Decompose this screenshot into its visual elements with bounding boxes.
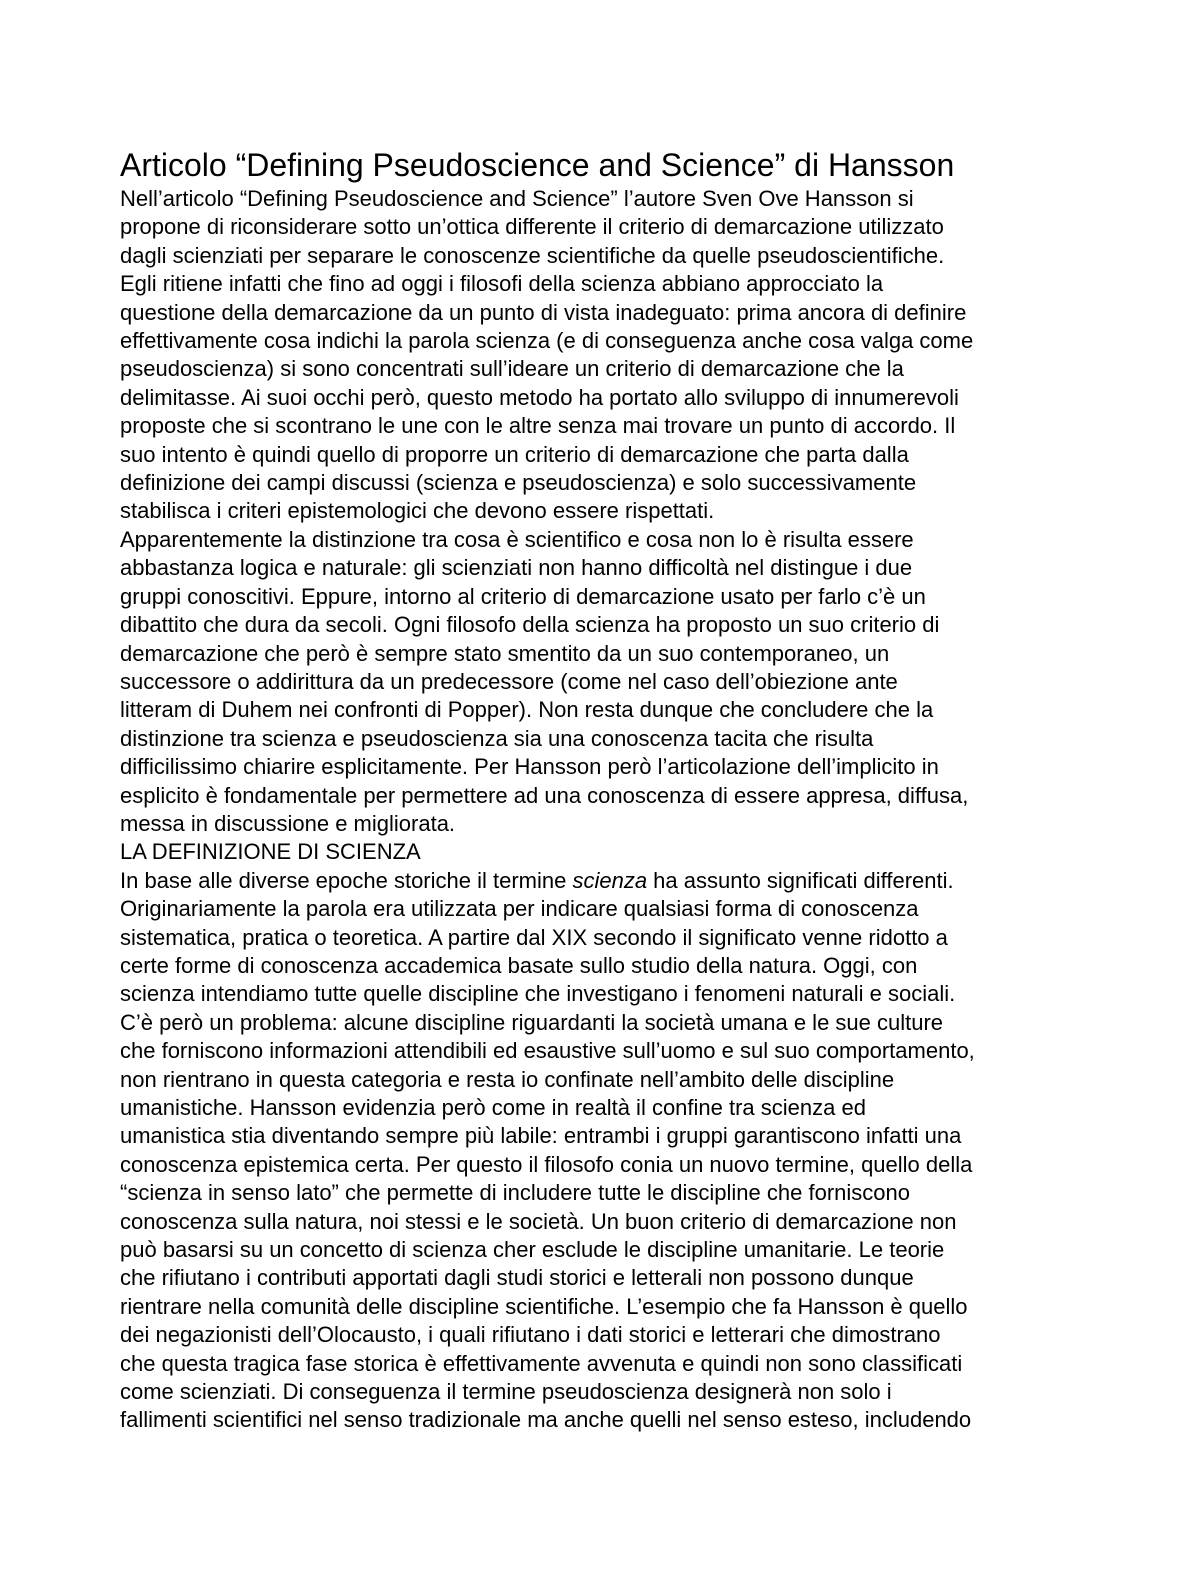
text-line: Egli ritiene infatti che fino ad oggi i filosofi della scienza abbiano approcciato la: [120, 271, 884, 297]
document-page: [120, 145, 1082, 1435]
text-line: demarcazione che però è sempre stato smentito da un suo contemporaneo, un: [120, 640, 890, 666]
text-line: dei negazionisti dell’Olocausto, i quali rifiutano i dati storici e letterari che dimostrano: [120, 1322, 941, 1348]
text-segment: ha assunto significati differenti.: [647, 867, 954, 893]
text-line: che questa tragica fase storica è effettivamente avvenuta e quindi non sono classificati: [120, 1350, 963, 1376]
text-line: “scienza in senso lato” che permette di includere tutte le discipline che forniscono: [120, 1180, 910, 1206]
text-line: propone di riconsiderare sotto un’ottica differente il criterio di demarcazione utilizzato: [120, 214, 944, 240]
text-line: Apparentemente la distinzione tra cosa è scientifico e cosa non lo è risulta essere: [120, 526, 914, 552]
text-line: delimitasse. Ai suoi occhi però, questo metodo ha portato allo sviluppo di innumerevoli: [120, 384, 959, 410]
text-line: sistematica, pratica o teoretica. A partire dal XIX secondo il significato venne ridotto a: [120, 924, 948, 950]
paragraph-demarcation: [120, 526, 1082, 838]
text-line: dagli scienziati per separare le conoscenze scientifiche da quelle pseudoscientifiche.: [120, 242, 945, 268]
text-line: non rientrano in questa categoria e resta io confinate nell’ambito delle discipline: [120, 1066, 895, 1092]
text-line: suo intento è quindi quello di proporre un criterio di demarcazione che parta dalla: [120, 441, 909, 467]
text-line: che rifiutano i contributi apportati dagli studi storici e letterali non possono dunque: [120, 1265, 914, 1291]
text-line: che forniscono informazioni attendibili ed esaustive sull’uomo e sul suo comportamento,: [120, 1038, 975, 1064]
document-title: Articolo “Defining Pseudoscience and Science” di Hansson: [120, 147, 955, 183]
text-line: abbastanza logica e naturale: gli scienziati non hanno difficoltà nel distingue i due: [120, 555, 913, 581]
text-line: distinzione tra scienza e pseudoscienza sia una conoscenza tacita che risulta: [120, 725, 874, 751]
text-line: umanistica stia diventando sempre più labile: entrambi i gruppi garantiscono infatti una: [120, 1123, 962, 1149]
italic-term: scienza: [572, 867, 648, 893]
text-line: gruppi conoscitivi. Eppure, intorno al criterio di demarcazione usato per farlo c’è un: [120, 583, 926, 609]
text-line: successore o addirittura da un predecessore (come nel caso dell’obiezione ante: [120, 668, 898, 694]
section-heading: LA DEFINIZIONE DI SCIENZA: [120, 839, 421, 865]
text-line: umanistiche. Hansson evidenzia però come in realtà il confine tra scienza ed: [120, 1095, 866, 1120]
paragraph-definition: [120, 867, 1082, 1435]
text-segment: In base alle diverse epoche storiche il termine: [120, 867, 573, 893]
text-line: dibattito che dura da secoli. Ogni filosofo della scienza ha proposto un suo criterio di: [120, 612, 940, 638]
text-line: esplicito è fondamentale per permettere ad una conoscenza di essere appresa, diffusa,: [120, 782, 969, 808]
text-line: può basarsi su un concetto di scienza cher esclude le discipline umanitarie. Le teorie: [120, 1237, 945, 1263]
text-line: scienza intendiamo tutte quelle discipline che investigano i fenomeni naturali e sociali.: [120, 981, 956, 1007]
text-line: litteram di Duhem nei confronti di Popper). Non resta dunque che concludere che la: [120, 697, 934, 723]
text-line: effettivamente cosa indichi la parola scienza (e di conseguenza anche cosa valga come: [120, 328, 974, 354]
paragraph-intro: [120, 185, 1082, 526]
text-line: conoscenza epistemica certa. Per questo il filosofo conia un nuovo termine, quello della: [120, 1151, 973, 1177]
text-line: pseudoscienza) si sono concentrati sull’ideare un criterio di demarcazione che la: [120, 356, 904, 382]
text-line: definizione dei campi discussi (scienza e pseudoscienza) e solo successivamente: [120, 470, 917, 496]
text-line: certe forme di conoscenza accademica basate sullo studio della natura. Oggi, con: [120, 952, 918, 978]
text-line: questione della demarcazione da un punto di vista inadeguato: prima ancora di definire: [120, 299, 967, 325]
text-line: messa in discussione e migliorata.: [120, 810, 456, 836]
text-line: C’è però un problema: alcune discipline riguardanti la società umana e le sue culture: [120, 1009, 944, 1035]
text-line: stabilisca i criteri epistemologici che devono essere rispettati.: [120, 498, 715, 524]
text-line: rientrare nella comunità delle discipline scientifiche. L’esempio che fa Hansson è quello: [120, 1293, 968, 1319]
text-line: fallimenti scientifici nel senso tradizionale ma anche quelli nel senso esteso, includendo: [120, 1407, 972, 1433]
text-line: proposte che si scontrano le une con le altre senza mai trovare un punto di accordo. Il: [120, 413, 956, 439]
text-line: [120, 867, 1082, 895]
text-line: conoscenza sulla natura, noi stessi e le società. Un buon criterio di demarcazione non: [120, 1208, 957, 1234]
text-line: Originariamente la parola era utilizzata per indicare qualsiasi forma di conoscenza: [120, 896, 919, 922]
text-line: come scienziati. Di conseguenza il termine pseudoscienza designerà non solo i: [120, 1379, 892, 1405]
text-line: difficilissimo chiarire esplicitamente. Per Hansson però l’articolazione dell’implicito in: [120, 754, 939, 780]
text-line: Nell’articolo “Defining Pseudoscience and Science” l’autore Sven Ove Hansson si: [120, 186, 914, 211]
